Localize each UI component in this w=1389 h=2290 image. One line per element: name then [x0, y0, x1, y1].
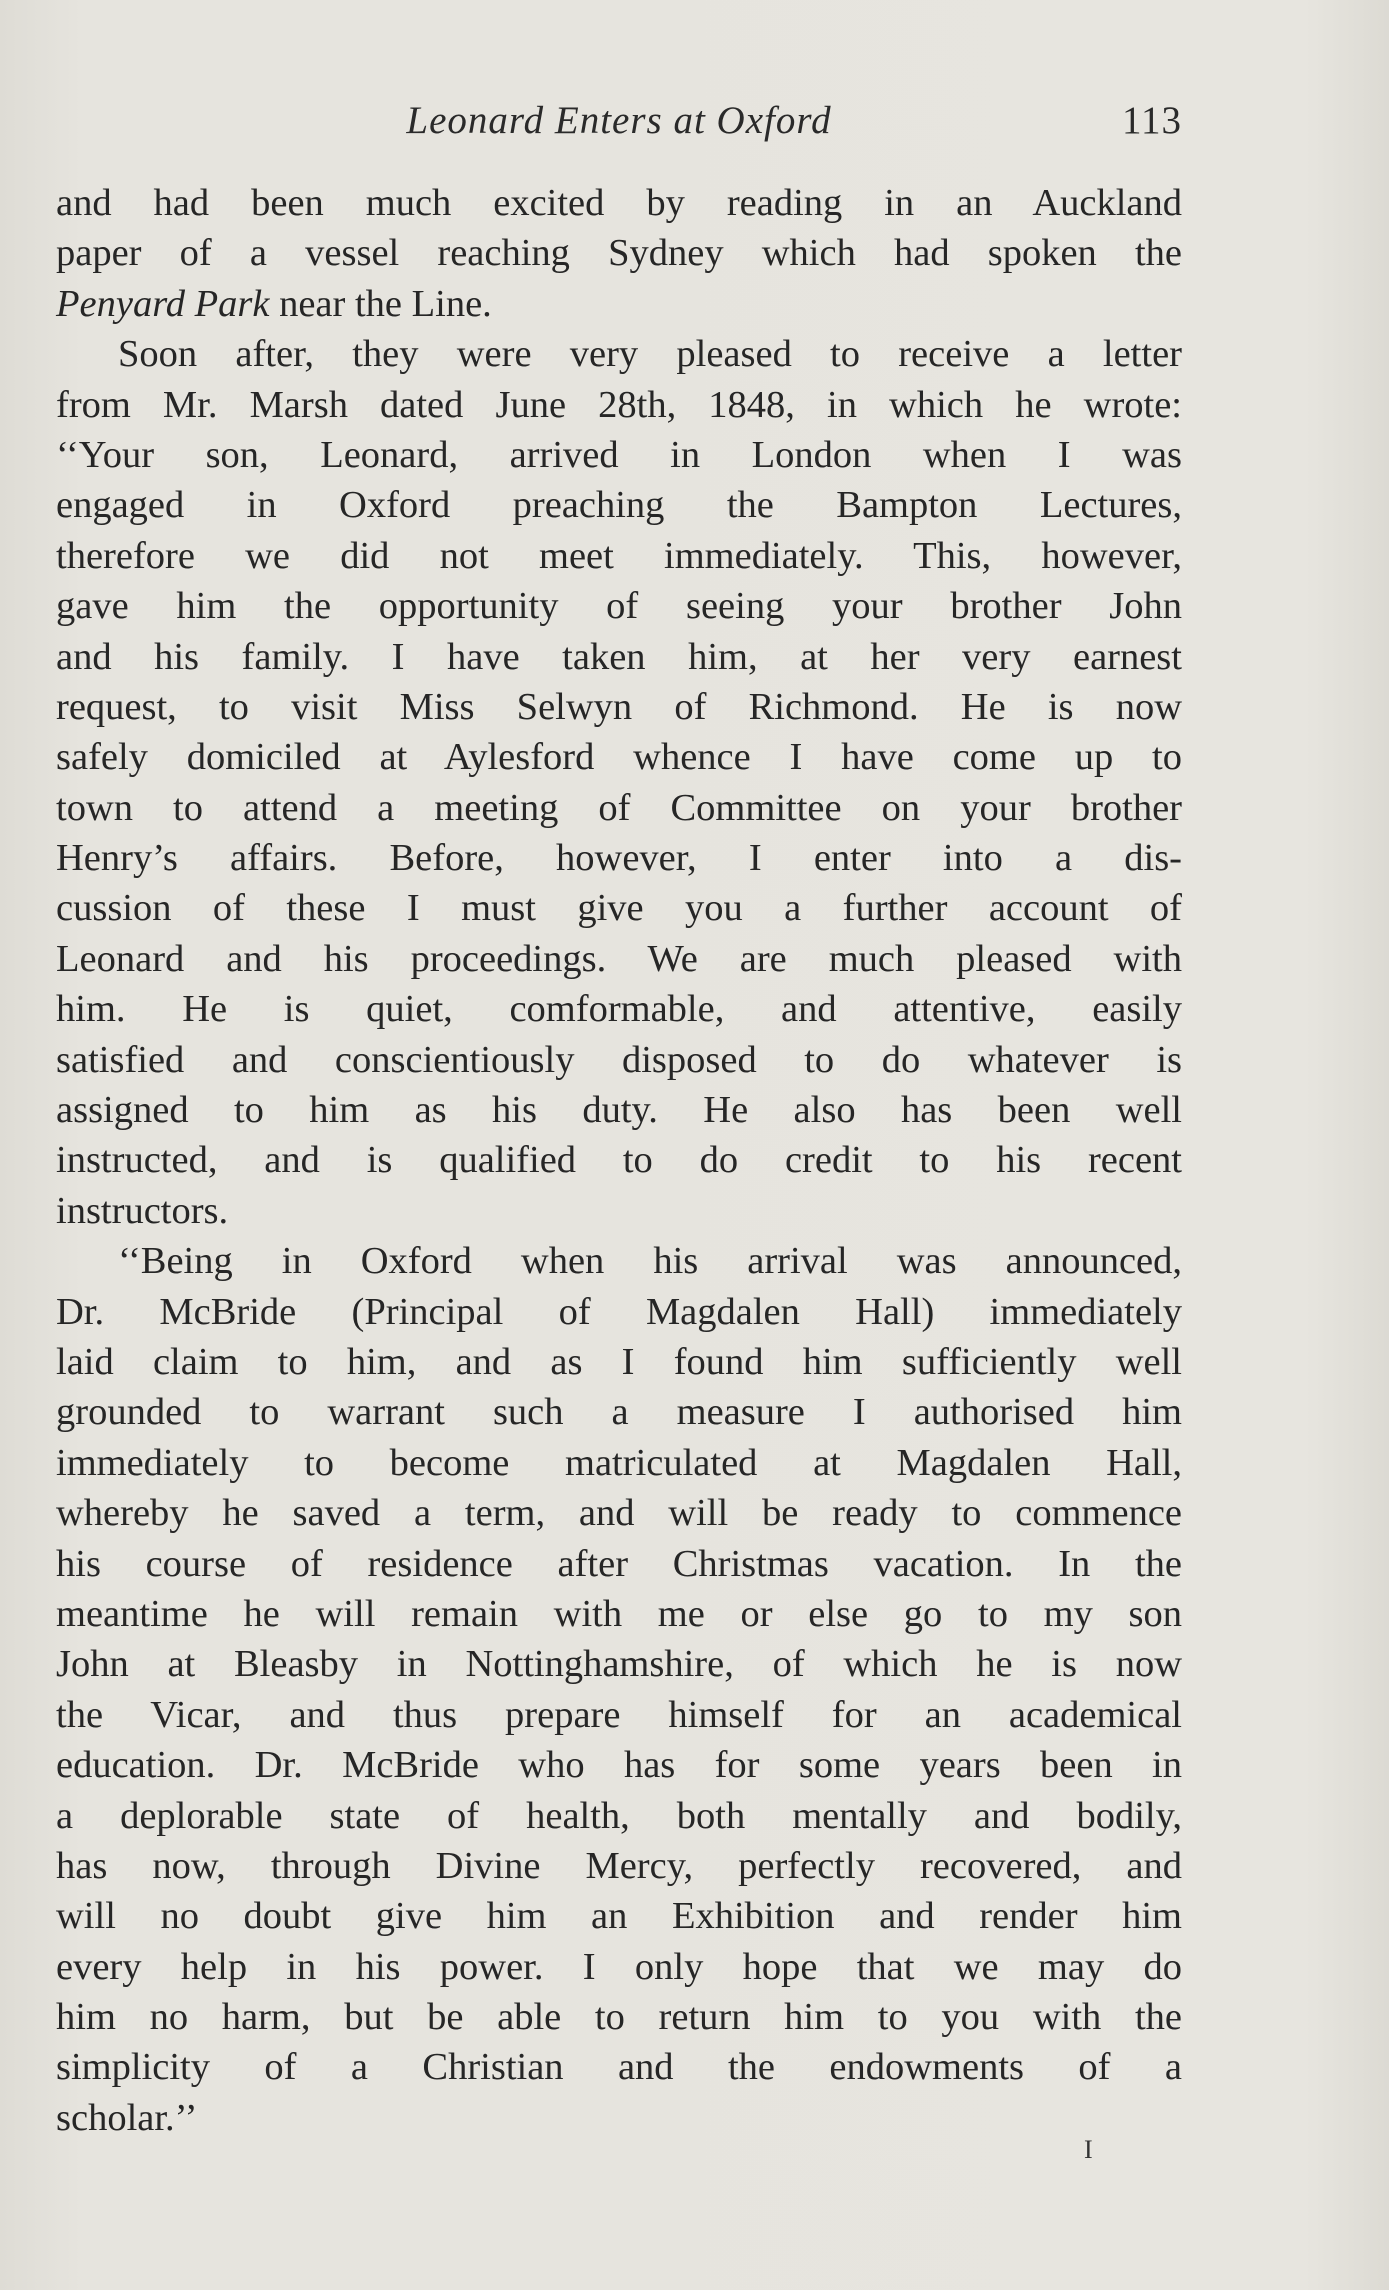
ship-name: Penyard Park — [56, 282, 270, 325]
text-line: Dr. McBride (Principal of Magdalen Hall) immediately — [56, 1290, 1182, 1333]
page-header — [56, 98, 1182, 154]
body-text — [56, 178, 1182, 2143]
paragraph-first-line: ‘‘Being in Oxford when his arrival was announced, — [118, 1240, 1182, 1283]
text-line: education. Dr. McBride who has for some years been in — [56, 1744, 1182, 1787]
text-line: a deplorable state of health, both mentally and bodily, — [56, 1794, 1182, 1837]
text-line: scholar.’’ — [56, 2096, 198, 2139]
text-line: the Vicar, and thus prepare himself for an academical — [56, 1693, 1182, 1736]
text-line: his course of residence after Christmas vacation. In the — [56, 1542, 1182, 1585]
text-line: meantime he will remain with me or else go to my son — [56, 1592, 1182, 1635]
text-line: gave him the opportunity of seeing your brother John — [56, 585, 1182, 628]
text-line: safely domiciled at Aylesford whence I have come up to — [56, 736, 1182, 779]
text-line: ‘‘Your son, Leonard, arrived in London when I was — [56, 433, 1182, 476]
text-line — [56, 279, 1182, 329]
text-line: assigned to him as his duty. He also has been well — [56, 1089, 1182, 1132]
text-line: instructors. — [56, 1189, 229, 1232]
text-line: laid claim to him, and as I found him sufficiently well — [56, 1340, 1182, 1383]
text-line-remainder: near the Line. — [269, 282, 492, 325]
text-line: whereby he saved a term, and will be ready to commence — [56, 1492, 1182, 1535]
text-line: therefore we did not meet immediately. This, however, — [56, 534, 1182, 577]
text-line: every help in his power. I only hope that we may do — [56, 1945, 1182, 1988]
text-line: grounded to warrant such a measure I authorised him — [56, 1391, 1182, 1434]
text-line: and had been much excited by reading in an Auckland — [56, 182, 1182, 224]
text-line: instructed, and is qualified to do credit to his recent — [56, 1139, 1182, 1182]
text-line: paper of a vessel reaching Sydney which had spoken the — [56, 232, 1182, 275]
text-line: request, to visit Miss Selwyn of Richmond. He is now — [56, 685, 1182, 728]
page-number: 113 — [1121, 99, 1182, 142]
text-line: Leonard and his proceedings. We are much pleased with — [56, 937, 1182, 980]
text-line: and his family. I have taken him, at her very earnest — [56, 635, 1182, 678]
paragraph-first-line: Soon after, they were very pleased to receive a letter — [118, 333, 1182, 376]
text-line: has now, through Divine Mercy, perfectly recovered, and — [56, 1844, 1182, 1887]
text-line: cussion of these I must give you a further account of — [56, 887, 1182, 930]
text-line: town to attend a meeting of Committee on your brother — [56, 786, 1182, 829]
text-line: engaged in Oxford preaching the Bampton Lectures, — [56, 484, 1182, 527]
text-line: immediately to become matriculated at Magdalen Hall, — [56, 1441, 1182, 1484]
text-line: will no doubt give him an Exhibition and render him — [56, 1895, 1182, 1938]
text-line: John at Bleasby in Nottinghamshire, of which he is now — [56, 1643, 1182, 1686]
signature-mark: I — [1084, 2135, 1093, 2164]
text-line: him. He is quiet, comformable, and attentive, easily — [56, 988, 1182, 1031]
text-line: him no harm, but be able to return him to you with the — [56, 1996, 1182, 2039]
text-line: simplicity of a Christian and the endowments of a — [56, 2046, 1182, 2089]
running-title: Leonard Enters at Oxford — [406, 99, 832, 142]
text-line: satisfied and conscientiously disposed to do whatever is — [56, 1038, 1182, 1081]
text-line: Henry’s affairs. Before, however, I enter into a dis- — [56, 837, 1182, 880]
text-line: from Mr. Marsh dated June 28th, 1848, in which he wrote: — [56, 383, 1182, 426]
